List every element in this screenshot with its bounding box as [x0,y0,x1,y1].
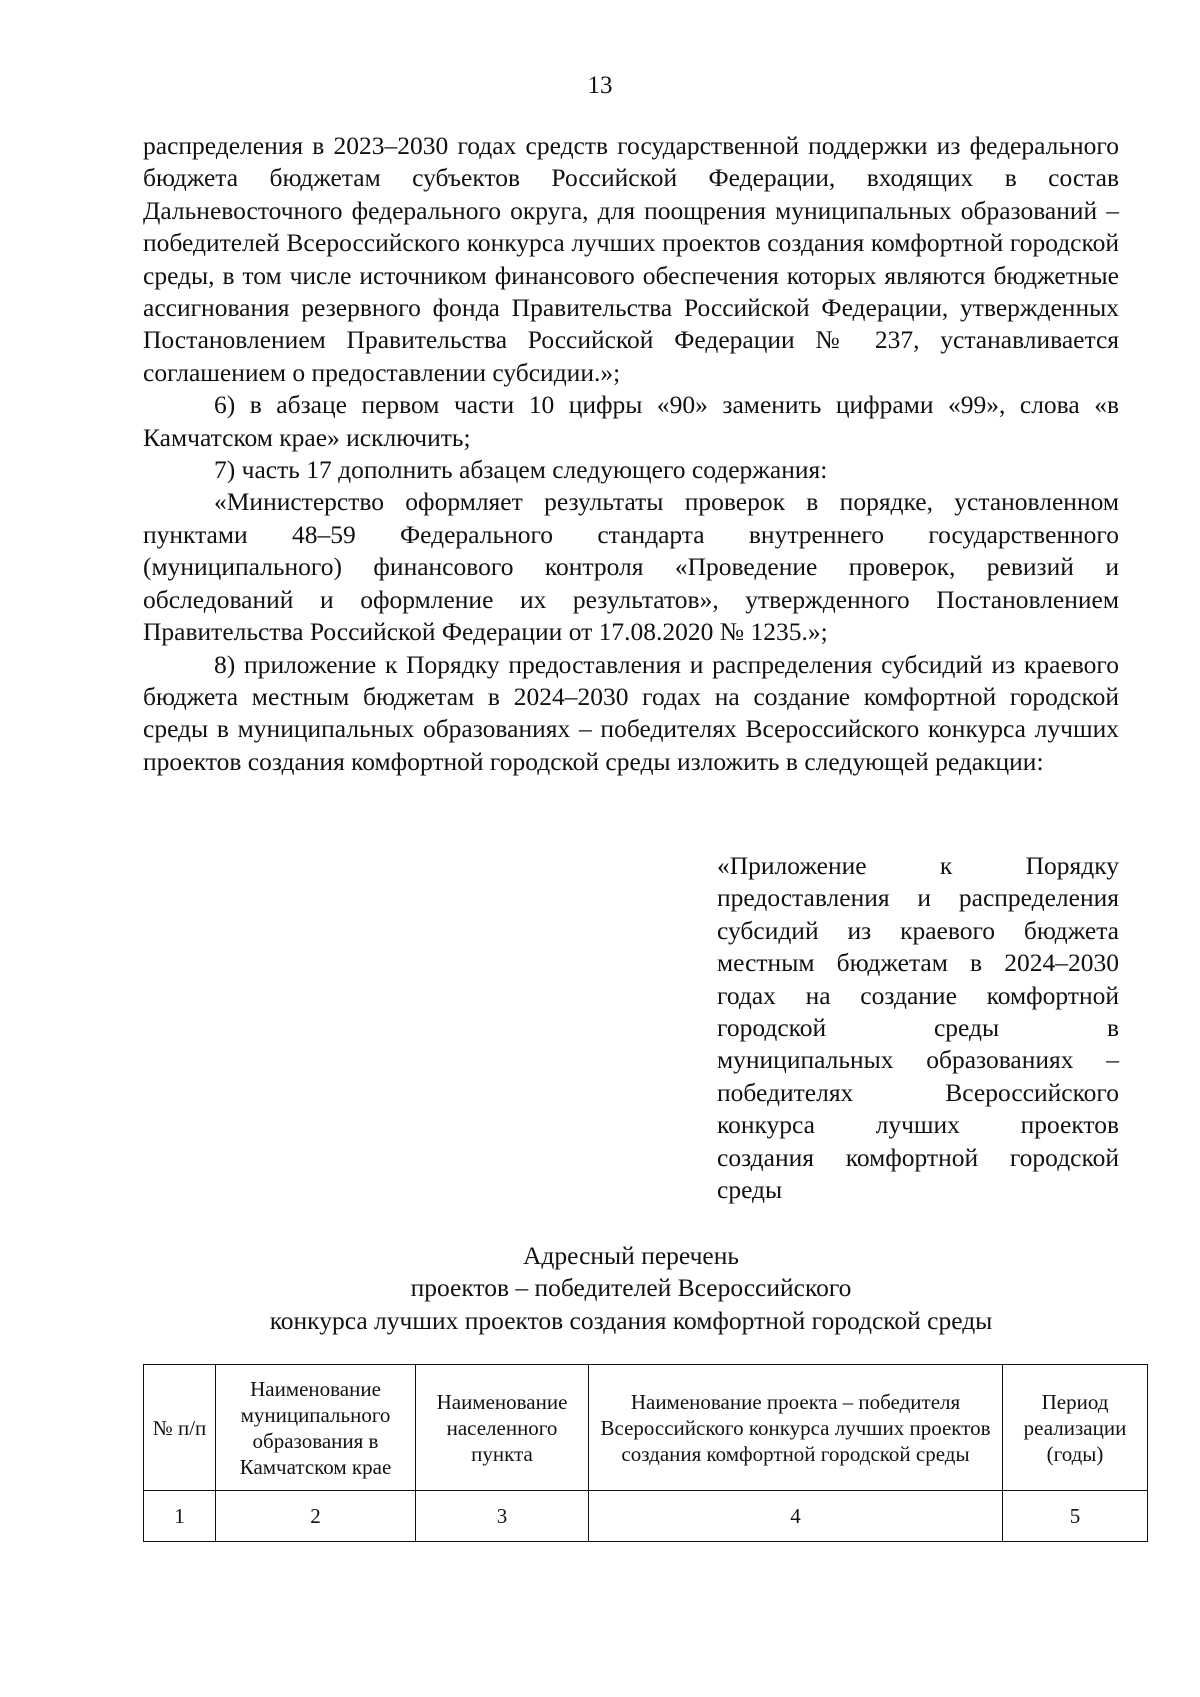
paragraph-item-6: 6) в абзаце первом части 10 цифры «90» заменить цифрами «99», слова «в Камчатском крае» исключить; [143,390,1119,452]
appendix-line: местным бюджетам в 2024–2030 [717,948,1119,978]
table-cell: 3 [416,1491,589,1542]
title-line: Адресный перечень [522,1241,740,1270]
header-project: Наименование проекта – победителя Всероссийского конкурса лучших проектов создания комфортной городской среды [589,1365,1003,1491]
paragraph-item-7: 7) часть 17 дополнить абзацем следующего содержания: [214,455,828,485]
appendix-heading [717,850,1119,1206]
table-cell: 4 [589,1491,1003,1542]
header-settlement: Наименование населенного пункта [416,1365,589,1491]
appendix-line: субсидий из краевого бюджета [717,915,1119,945]
appendix-line: предоставления и распределения [717,883,1119,913]
appendix-line: победителях Всероссийского [717,1077,1119,1107]
table-cell: 2 [216,1491,416,1542]
list-title [143,1240,1119,1337]
header-municipality: Наименование муниципального образования в Камчатском крае [216,1365,416,1491]
table-cell: 1 [144,1491,216,1542]
table-row [144,1491,1148,1542]
paragraph-quoted-text: «Министерство оформляет результаты проверок в порядке, установленном пунктами 48–59 Федерального стандарта внутреннего государственного (муниципального) финансового контроля «Проведение проверок, ревизий и обследований и оформление их результатов», утвержденного Постановлением Правительства Российской Федерации от 17.08.2020 № 1235.»; [143,487,1119,647]
table-cell: 5 [1003,1491,1148,1542]
appendix-line: среды [717,1175,783,1205]
header-number: № п/п [144,1365,216,1491]
address-list-table [143,1364,1148,1542]
appendix-line: городской среды в [717,1013,1119,1043]
appendix-line: муниципальных образованиях – [717,1045,1119,1075]
appendix-line: создания комфортной городской [717,1142,1119,1172]
appendix-line: конкурса лучших проектов [717,1110,1119,1140]
page-number: 13 [587,72,613,99]
table-header-row [144,1365,1148,1491]
title-line: проектов – победителей Всероссийского [410,1273,852,1303]
header-period: Период реализации (годы) [1003,1365,1148,1491]
paragraph-item-8: 8) приложение к Порядку предоставления и распределения субсидий из краевого бюджета местным бюджетам в 2024–2030 годах на создание комфортной городской среды в муниципальных образованиях – победителях Всероссийского конкурса лучших проектов создания комфортной городской среды изложить в следующей редакции: [143,649,1119,776]
body-text [143,130,1119,778]
appendix-line: «Приложение к Порядку [717,851,1119,880]
title-line: конкурса лучших проектов создания комфортной городской среды [269,1305,993,1335]
appendix-line: годах на создание комфортной [717,980,1119,1010]
paragraph-continuation: распределения в 2023–2030 годах средств государственной поддержки из федерального бюджета бюджетам субъектов Российской Федерации, входящих в состав Дальневосточного федерального округа, для поощрения муниципальных образований – победителей Всероссийского конкурса лучших проектов создания комфортной городской среды, в том числе источником финансового обеспечения которых являются бюджетные ассигнования резервного фонда Правительства Российской Федерации, утвержденных Постановлением Правительства Российской Федерации № 237, устанавливается соглашением о предоставлении субсидии.»; [143,131,1119,387]
